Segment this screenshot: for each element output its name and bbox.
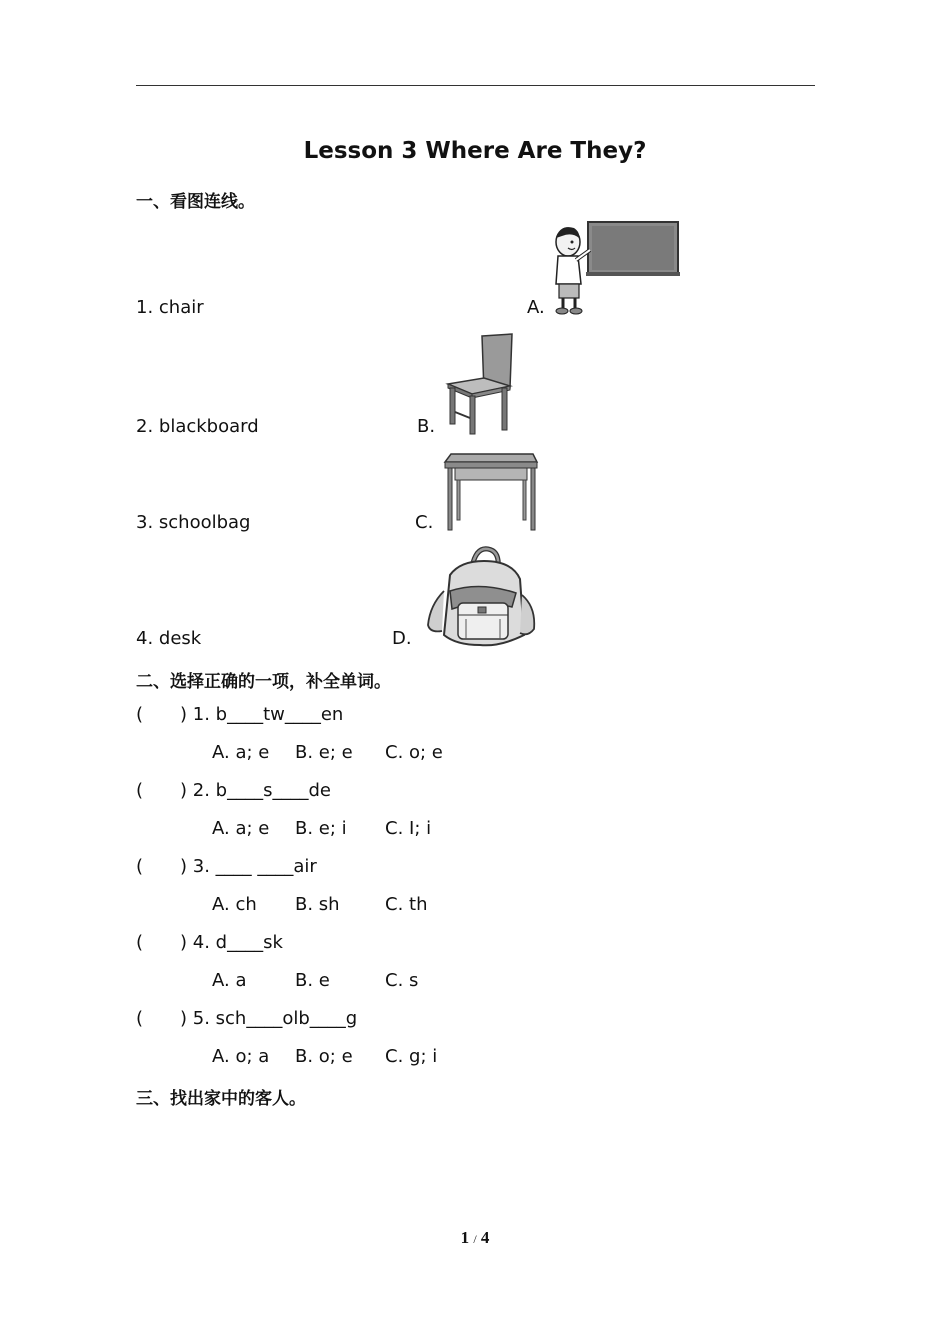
- match-letter-a: A.: [527, 297, 545, 318]
- page-title: Lesson 3 Where Are They?: [303, 138, 647, 164]
- answer-paren[interactable]: (: [136, 704, 144, 725]
- section-1-heading: 一、看图连线。: [136, 192, 255, 212]
- schoolbag-image: [420, 545, 540, 650]
- option-c: C. th: [385, 894, 428, 915]
- match-letter-d: D.: [392, 628, 412, 649]
- match-word-4: 4. desk: [136, 628, 202, 649]
- header-rule: [136, 85, 815, 86]
- option-c: C. g; i: [385, 1046, 438, 1067]
- option-b: B. sh: [295, 894, 340, 915]
- total-pages: 4: [480, 1228, 490, 1247]
- option-a: A. o; a: [212, 1046, 270, 1067]
- match-word-3: 3. schoolbag: [136, 512, 251, 533]
- question-stem: ) 2. b____s____de: [180, 780, 331, 801]
- page-separator: /: [473, 1232, 477, 1246]
- question-stem: ) 3. ____ ____air: [180, 856, 317, 877]
- option-a: A. a; e: [212, 742, 270, 763]
- match-word-1: 1. chair: [136, 297, 204, 318]
- match-letter-c: C.: [415, 512, 434, 533]
- option-a: A. ch: [212, 894, 257, 915]
- question-stem: ) 1. b____tw____en: [180, 704, 344, 725]
- option-b: B. e: [295, 970, 330, 991]
- desk-image: [443, 450, 540, 532]
- match-letter-b: B.: [417, 416, 436, 437]
- chair-image: [444, 332, 519, 437]
- answer-paren[interactable]: (: [136, 932, 144, 953]
- option-a: A. a; e: [212, 818, 270, 839]
- section-3-heading: 三、找出家中的客人。: [136, 1089, 306, 1109]
- answer-paren[interactable]: (: [136, 780, 144, 801]
- page-number: [0, 1228, 950, 1248]
- option-b: B. o; e: [295, 1046, 353, 1067]
- match-word-2: 2. blackboard: [136, 416, 259, 437]
- option-c: C. s: [385, 970, 419, 991]
- option-c: C. o; e: [385, 742, 443, 763]
- answer-paren[interactable]: (: [136, 1008, 144, 1029]
- answer-paren[interactable]: (: [136, 856, 144, 877]
- option-b: B. e; i: [295, 818, 347, 839]
- boy-at-blackboard-image: [548, 220, 683, 320]
- option-a: A. a: [212, 970, 247, 991]
- option-c: C. I; i: [385, 818, 432, 839]
- question-stem: ) 5. sch____olb____g: [180, 1008, 358, 1029]
- current-page: 1: [460, 1228, 470, 1247]
- section-2-heading: 二、选择正确的一项，补全单词。: [136, 672, 391, 692]
- question-stem: ) 4. d____sk: [180, 932, 283, 953]
- option-b: B. e; e: [295, 742, 353, 763]
